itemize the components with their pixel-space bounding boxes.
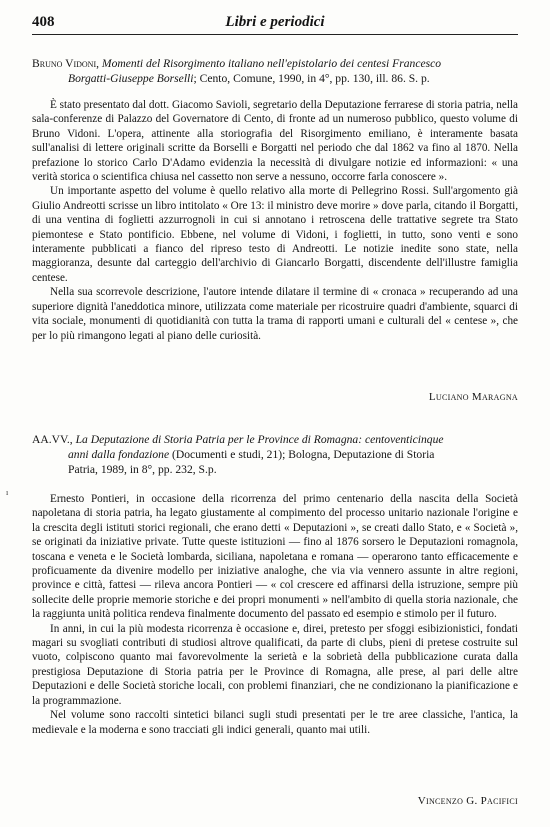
margin-speck: ı (6, 488, 9, 497)
review-2-paragraph-1: Ernesto Pontieri, in occasione della ricorrenza del primo centenario della nascita della Società napoletana di storia patria, ha legato giustamente al compimento del processo unitario nazionale l'origine e la crescita degli istituti storici regionali, che erano detti « Deputazioni », se creati dallo Stato, e « Società », se originati da iniziative private. Tutte queste istituzioni — fino al 1876 sorsero le Deputazioni romagnola, toscana e veneta e le Società lombarda, siciliana, napoletana e romana — operarono tanto efficacemente e proficuamente da divenire modello per iniziative analoghe, che via via vennero assunte in altre regioni, province e città, fattesi — rileva ancora Pontieri — « col crescere ed affinarsi della istruzione, sempre più sollecite delle proprie memorie storiche e dei propri monumenti » nell'ambito di quella storia nazionale, che la raggiunta unità politica rendeva finalmente documento del passato ed esempio e stimolo per il futuro. (32, 493, 518, 621)
review-1-citation: Bruno Vidoni, Momenti del Risorgimento italiano nell'epistolario dei centesi Francesco Borgatti-Giuseppe Borselli; Cento, Comune, 1990, in 4°, pp. 130, ill. 86. S. p. (32, 57, 442, 85)
review-1-publication: ; Cento, Comune, 1990, in 4°, pp. 130, ill. 86. S. p. (193, 72, 430, 85)
review-2-paragraph-2: In anni, in cui la più modesta ricorrenza è occasione e, direi, pretesto per sfoggi esibizionistici, fondati magari su svogliati contributi di studiosi altrove qualificati, da parte di clubs, pieni di pretese costruite sul vuoto, colpiscono quanto mai favorevolmente la serietà e la sobrietà della pubblicazione curata dalla prestigiosa Deputazione di Storia patria per le Province di Romagna, alle prese, al pari delle altre Deputazioni e delle Società storiche locali, con problemi finanziari, che ne condizionano la pianificazione e la programmazione. (32, 622, 518, 707)
page-number: 408 (32, 14, 55, 30)
review-2-body (32, 492, 518, 737)
review-1-title-line2: Borgatti-Giuseppe Borselli (68, 72, 194, 85)
review-2-author: AA.VV. (32, 433, 70, 446)
review-1-paragraph-2: Un importante aspetto del volume è quello relativo alla morte di Pellegrino Rossi. Sull'argomento già Giulio Andreotti scrisse un libro intitolato « Ore 13: il ministro deve morire » dove parla, citando il Borgatti, di una ventina di foglietti azzurrognoli in cui si annotano i retroscena delle trattative segrete tra Stato piemontese e Stato pontificio. Ebbene, nel volume di Vidoni, i foglietti, in tutto, sono venti e sono interamente pubblicati a fianco del ripreso testo di Andreotti. Le notizie inedite sono state, nella maggioranza, desunte dal carteggio dell'archivio di Giancarlo Borgatti, discendente dell'illustre famiglia centese. (32, 185, 518, 284)
review-1-author: Bruno Vidoni (32, 57, 97, 70)
review-1-paragraph-1: È stato presentato dal dott. Giacomo Savioli, segretario della Deputazione ferrarese di storia patria, nella sala-conferenze di Palazzo del Governatore di Cento, di fronte ad un numeroso pubblico, questo volume di Bruno Vidoni. L'opera, attinente alla storiografia del Risorgimento emiliano, è interamente basata sull'analisi di lettere originali scritte da Borselli e Borgatti nel periodo che dal 1862 va fino al 1870. Nella prefazione lo storico Carlo D'Adamo evidenzia la necessità di divulgare notizie ed informazioni: « una verità storica o scientifica chiusa nel cassetto non serve a nessuno, occorre farla conoscere ». (32, 99, 518, 184)
running-title: Libri e periodici (225, 14, 325, 30)
review-2-title-line1: La Deputazione di Storia Patria per le Province di Romagna: centoventicinque (75, 433, 444, 446)
review-1-title-line1: Momenti del Risorgimento italiano nell'epistolario dei centesi Francesco (101, 57, 442, 70)
review-2-publication-line3: Patria, 1989, in 8°, pp. 232, S.p. (68, 463, 217, 476)
header-rule (32, 34, 518, 35)
page-header (32, 14, 518, 32)
review-2-paragraph-3: Nel volume sono raccolti sintetici bilanci sugli studi presentati per le tre aree classiche, l'antica, la medievale e la moderna e sono tracciati gli indici generali, quanto mai utili. (32, 709, 518, 736)
review-1-signature: Luciano Maragna (428, 391, 518, 403)
review-2-title-line2: anni dalla fondazione (68, 448, 170, 461)
review-2-citation: AA.VV., La Deputazione di Storia Patria per le Province di Romagna: centoventicinque anni dalla fondazione (Documenti e studi, 21); Bologna, Deputazione di Storia Patria, 1989, in 8°, pp. 232, S.p. (32, 433, 444, 476)
review-2-publication-line2: (Documenti e studi, 21); Bologna, Deputazione di Storia (169, 448, 435, 461)
review-1-paragraph-3: Nella sua scorrevole descrizione, l'autore intende dilatare il termine di « cronaca » recuperando ad una superiore dignità l'aneddotica minore, utilizzata come materiale per ricostruire quadri d'ambiente, squarci di vita sociale, monumenti di quotidianità con tutta la trama di rapporti umani e culturali del « centese », che per lo più rimangono legati al piano delle curiosità. (32, 286, 518, 342)
review-2-signature: Vincenzo G. Pacifici (417, 795, 518, 807)
review-1-body (32, 98, 518, 343)
